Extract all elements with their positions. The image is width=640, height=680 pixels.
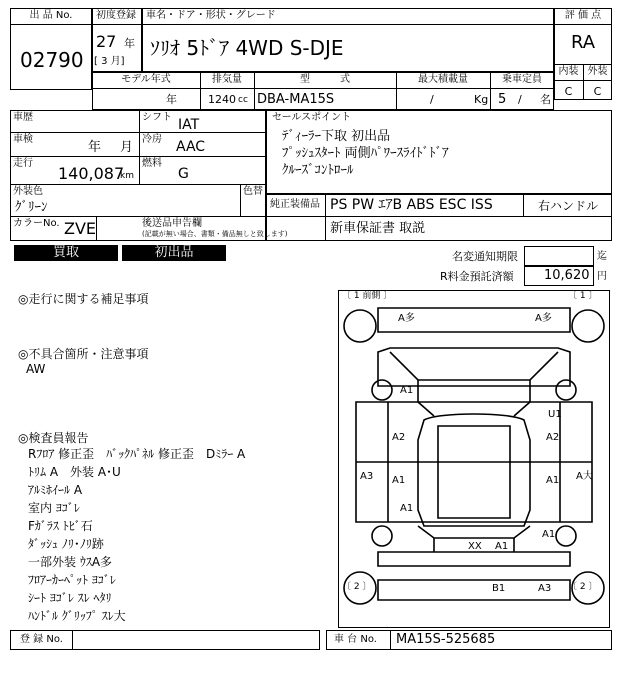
color-label: 外装色 [13, 186, 43, 197]
inspector-line-7: 一部外装 ｳｽA多 [28, 555, 113, 569]
model-year-label: モデル年式 [121, 74, 171, 85]
mark-right-quarter: A1 [542, 529, 556, 540]
mark-rear-bumper: B1 [492, 583, 506, 594]
mark-right-rear-door: A1 [546, 475, 560, 486]
capacity-unit: 名 [540, 93, 551, 106]
sales-point-line-2: ﾌﾟｯｼｭｽﾀｰﾄ 両側ﾊﾟﾜｰｽﾗｲﾄﾞﾄﾞｱ [282, 146, 449, 161]
fuel-label: 燃料 [142, 158, 162, 169]
history-label: 車歴 [13, 112, 33, 123]
defect-text: AW [26, 362, 46, 376]
inspection-month-unit: 月 [120, 140, 134, 155]
color-no-label: カラーNo. [13, 218, 60, 229]
ac-label: 冷房 [142, 134, 162, 145]
car-outline [338, 290, 610, 628]
displacement-unit: cc [238, 95, 248, 105]
inspector-line-8: ﾌﾛｱｰｶｰﾍﾟｯﾄ ﾖｺﾞﾚ [28, 573, 116, 587]
capacity-sep: / [518, 93, 522, 106]
mileage-label: 走行 [13, 158, 33, 169]
recycle-fee: 10,620 [544, 268, 590, 283]
grade-label: 評 価 点 [564, 10, 602, 21]
interior-grade: C [564, 85, 573, 98]
mark-left-sill: A3 [360, 471, 374, 482]
color: ｸﾞﾘｰﾝ [15, 200, 48, 215]
shift-label: シフト [142, 112, 172, 123]
name-change-label: 名変通知期限 [452, 250, 518, 263]
post-sale-note: (記載が無い場合、書類・備品無しと致します) [142, 230, 288, 238]
corner-front-right: 〔 1 〕 [568, 291, 598, 301]
first-listing-tag: 初出品 [122, 245, 226, 261]
mark-left-quarter: A1 [400, 503, 414, 514]
first-reg-label: 初度登録 [96, 10, 136, 21]
mark-front-right: A多 [535, 313, 552, 324]
post-sale-label: 後送品申告欄 [142, 218, 202, 229]
car-name: ｿﾘｵ 5ﾄﾞｱ 4WD S-DJE [150, 36, 344, 60]
warranty: 新車保証書 取説 [330, 221, 426, 236]
exterior-label: 外装 [587, 66, 608, 77]
recycle-unit: 円 [597, 271, 607, 282]
mark-left-fender: A1 [400, 385, 414, 396]
shift: IAT [178, 117, 200, 133]
inspector-line-6: ﾀﾞｯｼｭ ﾉﾘ･ﾉﾘ跡 [28, 537, 104, 551]
inspector-line-9: ｼｰﾄ ﾖｺﾞﾚ ｽﾚ ﾍﾀﾘ [28, 591, 112, 605]
sales-point-line-1: ﾃﾞｨｰﾗｰ下取 初出品 [282, 129, 391, 144]
equipment-items: PS PW ｴｱB ABS ESC ISS [330, 197, 493, 213]
inspector-line-5: Fｶﾞﾗｽ ﾄﾋﾞ石 [28, 519, 93, 533]
ac: AAC [176, 139, 206, 155]
steering: 右ハンドル [538, 199, 599, 213]
mark-left-rear-door: A1 [392, 475, 406, 486]
lot-label: 出 品 No. [29, 10, 73, 21]
sales-point-label: セールスポイント [272, 112, 352, 123]
mark-front-left: A多 [398, 313, 415, 324]
capacity: 5 [498, 92, 507, 107]
reg-month: [ 3 月] [94, 56, 125, 67]
corner-rear-right: 〔 2 〕 [568, 582, 598, 592]
interior-label: 内装 [558, 66, 579, 77]
mark-right-sill: A大 [576, 471, 593, 482]
corner-rear-left: 〔 2 〕 [342, 582, 372, 592]
inspection-label: 車検 [13, 134, 33, 145]
mark-rear-bumper-right: A3 [538, 583, 552, 594]
car-name-label: 車名・ドア・形状・グレード [146, 10, 276, 21]
reg-year-unit: 年 [124, 37, 135, 50]
model-year-unit: 年 [166, 93, 177, 106]
load-unit: Kg [474, 93, 489, 106]
inspector-line-3: ｱﾙﾐﾎｲｰﾙ A [28, 483, 83, 497]
load-sep: / [430, 93, 434, 106]
model-label: 型 式 [300, 74, 350, 85]
capacity-label: 乗車定員 [502, 74, 542, 85]
lot-number: 02790 [20, 48, 84, 72]
displacement: 1240 [208, 93, 236, 106]
inspector-line-10: ﾊﾝﾄﾞﾙ ｸﾞﾘｯﾌﾟ ｽﾚ大 [28, 609, 126, 623]
corner-front-left: 〔 1 前側 〕 [342, 291, 393, 301]
equipment-label: 純正装備品 [270, 199, 320, 210]
recolor-label: 色替 [243, 186, 263, 197]
chassis-number: MA15S-525685 [396, 632, 496, 647]
chassis-label: 車 台 No. [334, 634, 377, 645]
overall-grade: RA [570, 32, 596, 53]
mark-right-fender: U1 [548, 409, 562, 420]
mileage: 140,087 [58, 164, 125, 183]
mark-back-door-xx: XX [468, 541, 482, 552]
model: DBA-MA15S [257, 92, 335, 107]
inspector-title: ◎検査員報告 [18, 431, 89, 445]
buy-tag: 買取 [14, 245, 118, 261]
displacement-label: 排気量 [212, 74, 242, 85]
recycle-label: R料金預託済額 [440, 270, 514, 283]
mark-left-front-door: A2 [392, 432, 406, 443]
mark-right-front-door: A2 [546, 432, 560, 443]
exterior-grade: C [593, 85, 602, 98]
mileage-unit: km [120, 171, 134, 181]
mark-back-door: A1 [495, 541, 509, 552]
defect-title: ◎不具合箇所・注意事項 [18, 347, 149, 361]
fuel: G [178, 166, 189, 182]
inspector-line-4: 室内 ﾖｺﾞﾚ [28, 501, 80, 515]
inspector-line-2: ﾄﾘﾑ A 外装 A･U [28, 465, 121, 479]
reg-no-label: 登 録 No. [20, 634, 63, 645]
driving-notes-title: ◎走行に関する補足事項 [18, 292, 149, 306]
color-no: ZVE [64, 219, 97, 238]
inspection-year-unit: 年 [88, 140, 102, 155]
reg-year: 27 [96, 32, 117, 51]
load-label: 最大積載量 [418, 74, 468, 85]
name-change-box [524, 246, 594, 266]
inspector-line-1: Rﾌﾛｱ 修正歪 ﾊﾞｯｸﾊﾟﾈﾙ 修正歪 Dﾐﾗｰ A [28, 447, 246, 461]
sales-point-line-3: ｸﾙｰｽﾞｺﾝﾄﾛｰﾙ [282, 163, 354, 178]
name-change-unit: 迄 [597, 251, 607, 262]
